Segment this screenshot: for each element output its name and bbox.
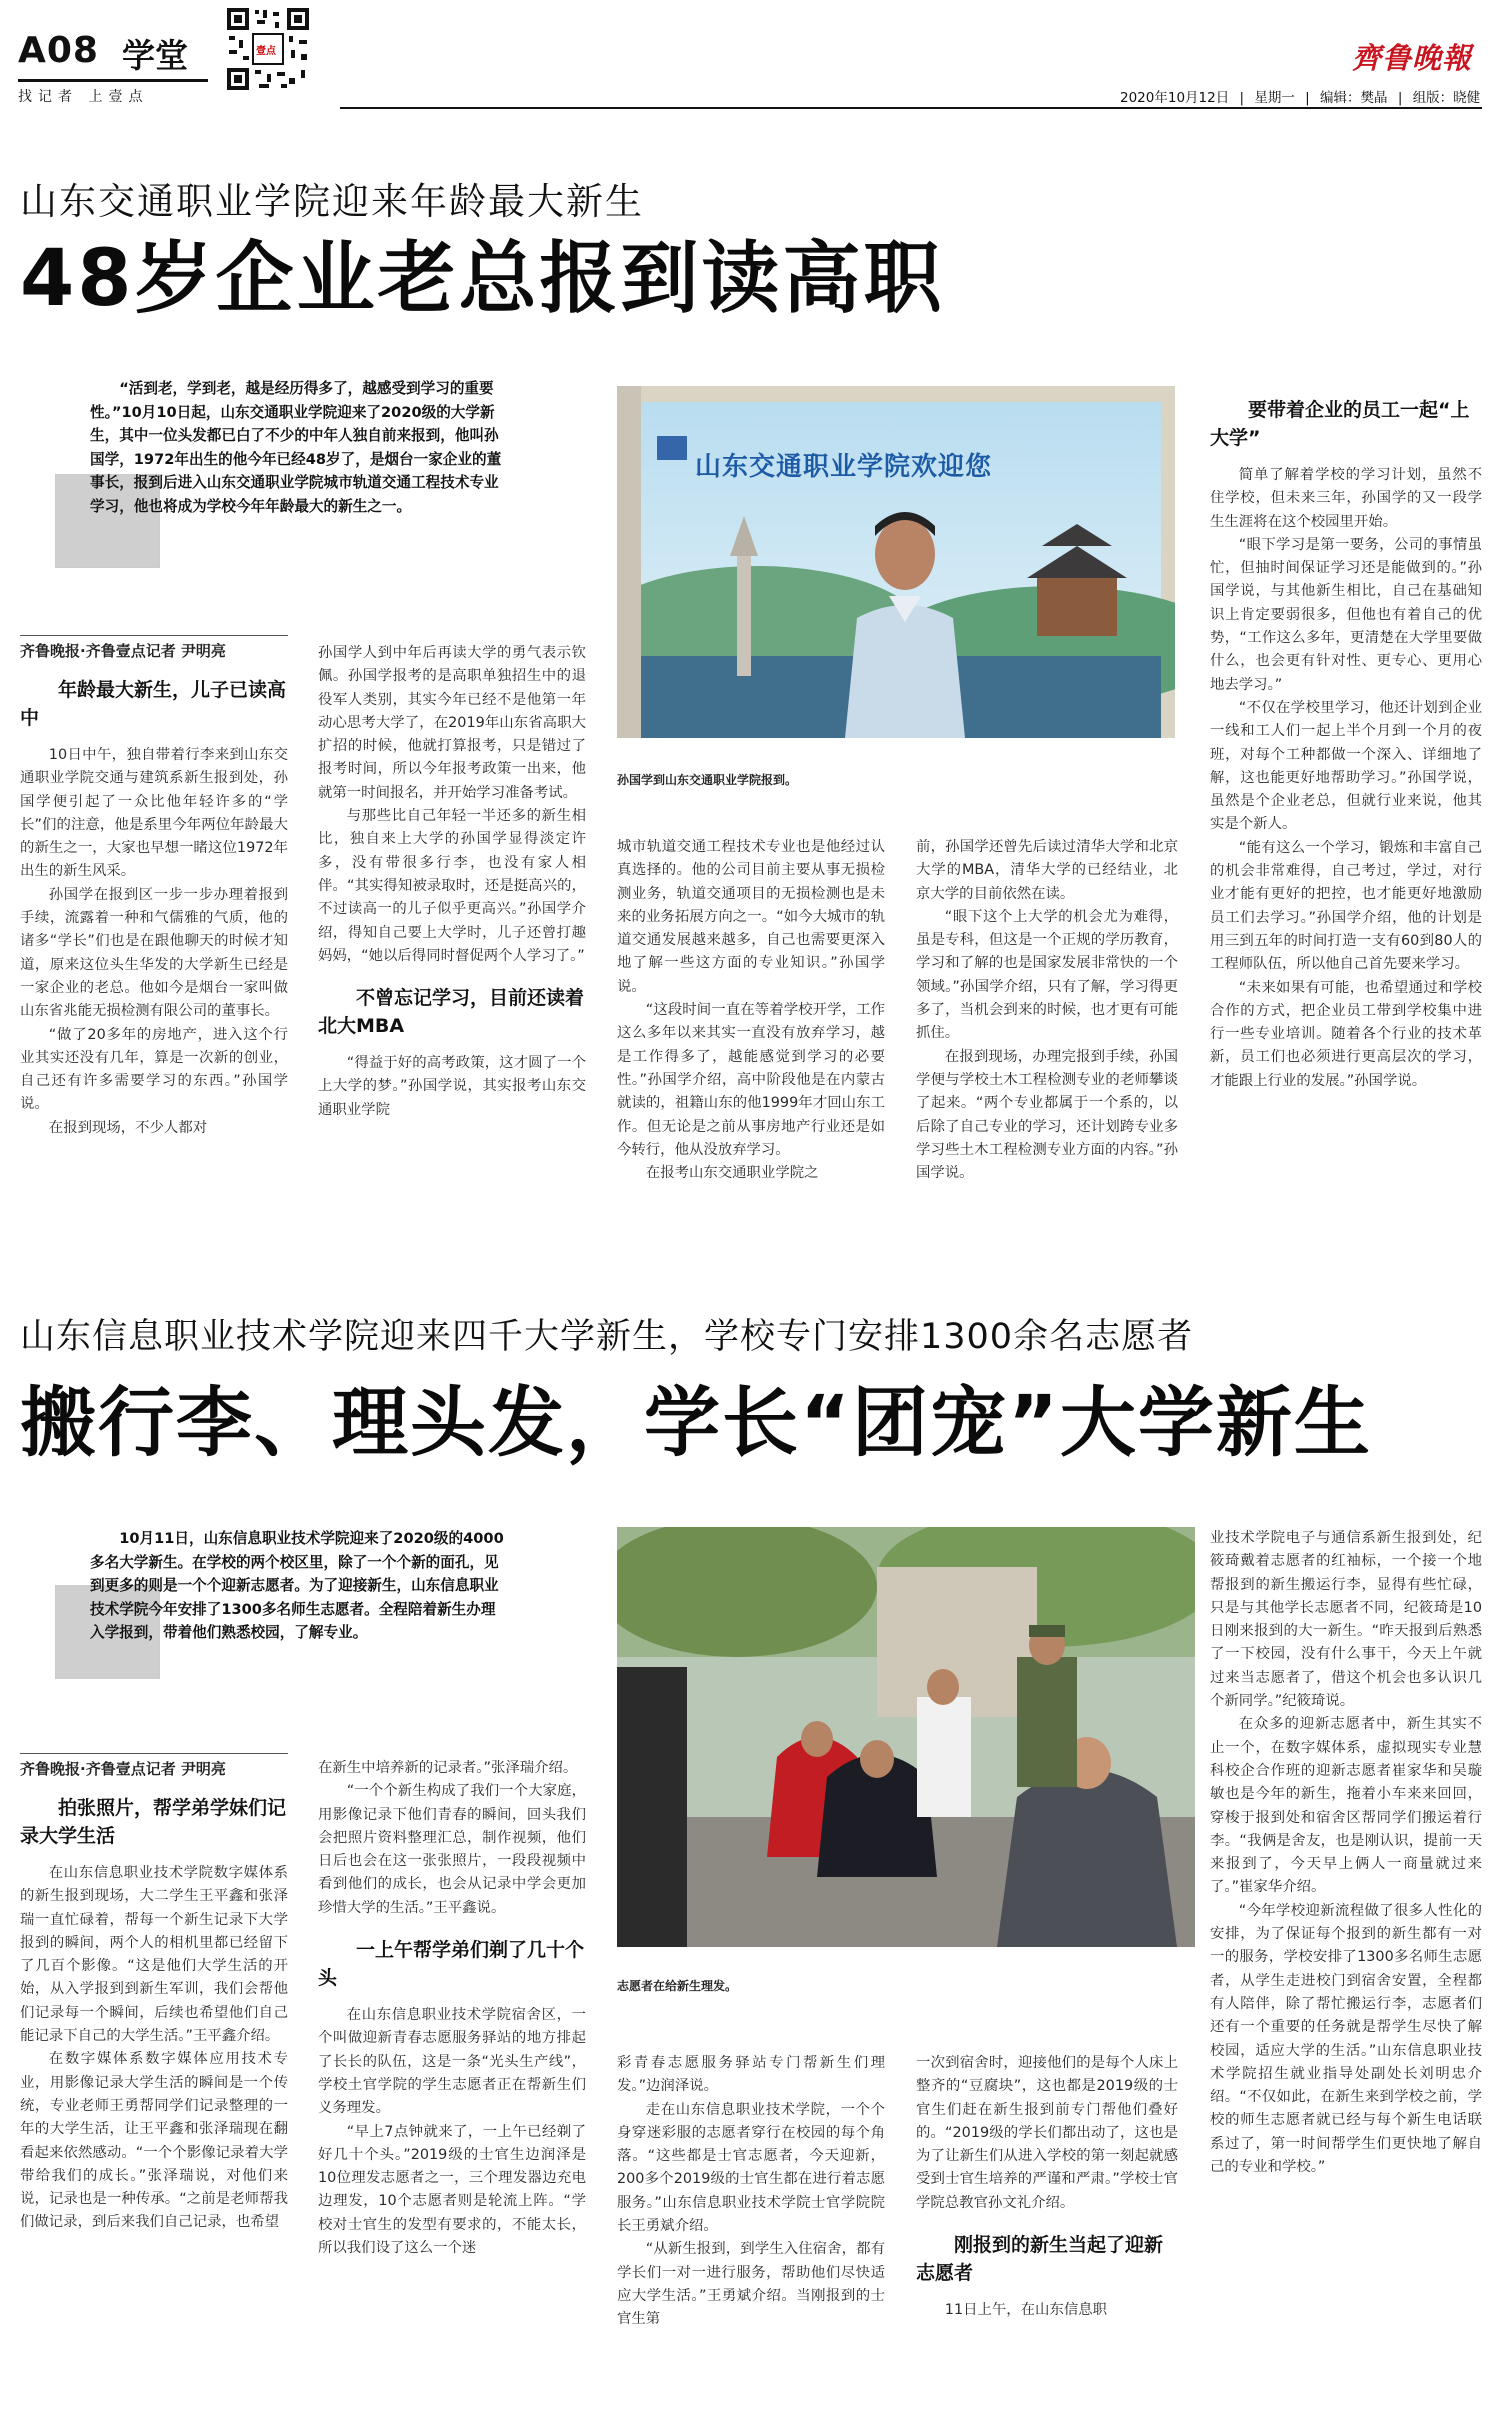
paragraph: 业技术学院电子与通信系新生报到处，纪筱琦戴着志愿者的红袖标，一个接一个地帮报到的新生搬运行李，显得有些忙碌，只是与其他学长志愿者不同，纪筱琦是10日刚来报到的大一新生。“昨天报到后熟悉了一下校园，没有什么事干，今天上午就过来当志愿者了，借这个机会也多认识几个新同学。”纪筱琦说。 [1210,1530,1482,1710]
page-number: A08 [18,30,99,71]
article2-subhead-3: 刚报到的新生当起了迎新志愿者 [916,2234,1164,2285]
paragraph: 在报考山东交通职业学院之 [645,1165,819,1182]
paragraph: “眼下这个上大学的机会尤为难得，虽是专科，但这是一个正规的学历教育，学习和了解的也是国家发展非常快的一个领域。”孙国学介绍，只有了解，学习得更多了，当机会到来的时候，也才更有可能抓住。 [916,908,1178,1042]
article1-kicker: 山东交通职业学院迎来年龄最大新生 [20,180,644,223]
paragraph: 在数字媒体系数字媒体应用技术专业，用影像记录大学生活的瞬间是一个传统，专业老师王勇帮同学们记录整理的一年的大学生活，让王平鑫和张泽瑞现在翻看起来依然感动。“一个个影像记录着大学带给我们的成长。”张泽瑞说，对他们来说，记录也是一种传承。“之前是老师帮我们做记录，到后来我们自己记录，也希望 [20,2051,288,2231]
masthead-rule [340,107,1482,109]
paragraph: “眼下学习是第一要务，公司的事情虽忙，但抽时间保证学习还是能做到的。”孙国学说，与其他新生相比，自己在基础知识上肯定要弱很多，但他也有着自己的优势，“工作这么多年，更清楚在大学里要做什么，也会更有针对性、更专心、更用心地去学习。” [1210,536,1482,693]
paragraph: “得益于好的高考政策，这才圆了一个上大学的梦。”孙国学说，其实报考山东交通职业学院 [318,1055,586,1118]
date-line: 2020年10月12日 | 星期一 | 编辑：樊晶 | 组版：晓健 [1120,90,1481,106]
paragraph: “未来如果有可能，也希望通过和学校合作的方式，把企业员工带到学校集中进行一些专业培训。随着各个行业的技术革新，员工们也必须进行更高层次的学习，才能跟上行业的发展。”孙国学说。 [1210,979,1482,1089]
article2-column-5 [1210,1527,1482,2179]
paragraph: “做了20多年的房地产，进入这个行业其实还没有几年，算是一次新的创业，自己还有许多需要学习的东西。”孙国学说。 [20,1026,288,1113]
paragraph: 走在山东信息职业技术学院，一个个身穿迷彩服的志愿者穿行在校园的每个角落。“这些都是士官志愿者，今天迎新，200多个2019级的士官生都在进行着志愿服务。”山东信息职业技术学院士官学院院长王勇斌介绍。 [617,2101,885,2235]
masthead-slogan: 找记者 上壹点 [18,89,149,105]
paragraph: 在山东信息职业技术学院数字媒体系的新生报到现场，大二学生王平鑫和张泽瑞一直忙碌着，帮每一个新生记录下大学报到的瞬间，两个人的相机里都已经留下了几百个影像。“这是他们大学生活的开始，从入学报到到新生军训，我们会帮他们记录每一个瞬间，后续也希望他们自己能记录下自己的大学生活。”王平鑫介绍。 [20,1865,288,2045]
article2-column-4 [916,2052,1178,2322]
article2-photo [617,1527,1195,1947]
article1-subhead-3: 要带着企业的员工一起“上大学” [1210,399,1470,449]
issue-date: 2020年10月12日 [1120,90,1230,106]
article2-title: 搬行李、理头发，学长“团宠”大学新生 [20,1378,1372,1467]
article2-column-1 [20,1784,288,2235]
paragraph: 孙国学人到中年后再读大学的勇气表示钦佩。孙国学报考的是高职单独招生中的退役军人类别，其实今年已经不是他第一年动心思考大学了，在2019年山东省高职大扩招的时候，他就打算报考，只是错过了报考时间，所以今年报考政策一出来，他就第一时间报名，并开始学习准备考试。 [318,645,586,801]
paragraph: 在报到现场，不少人都对 [48,1119,208,1136]
paragraph: “早上7点钟就来了，一上午已经剃了好几十个头。”2019级的士官生边润泽是10位理发志愿者之一，三个理发器边充电边理发，10个志愿者则是轮流上阵。“学校对士官生的发型有要求的，不能太长，所以我们设了这么一个迷 [318,2123,586,2257]
paragraph: 10日中午，独自带着行李来到山东交通职业学院交通与建筑系新生报到处，孙国学便引起了一众比他年轻许多的“学长”们的注意，他是系里今年两位年龄最大的新生之一，大家也早想一睹这位1972年出生的新生风采。 [20,747,288,880]
article2-caption: 志愿者在给新生理发。 [617,1979,738,1993]
brand-logo: 齊鲁晚報 [1352,41,1473,75]
article1-byline: 齐鲁晚报·齐鲁壹点记者 尹明亮 [20,635,288,666]
article2-column-3 [617,2052,885,2332]
paragraph: “能有这么一个学习，锻炼和丰富自己的机会非常难得，自己考过，学过，对行业才能有更好的把控，也才能更好地激励员工们去学习。”孙国学介绍，他的计划是用三到五年的时间打造一支有60到80人的工程师队伍，所以他自己首先要来学习。 [1210,839,1482,973]
masthead [0,0,1500,112]
paragraph: 在山东信息职业技术学院宿舍区，一个叫做迎新青春志愿服务驿站的地方排起了长长的队伍，这是一条“光头生产线”，学校土官学院的学生志愿者正在帮新生们义务理发。 [318,2007,586,2117]
article1-lead: “活到老，学到老，越是经历得多了，越感受到学习的重要性。”10月10日起，山东交通职业学院迎来了2020级的大学新生，其中一位头发都已白了不少的中年人独自前来报到，他叫孙国学，1972年出生的他今年已经48岁了，是烟台一家企业的董事长，报到后进入山东交通职业学院城市轨道交通工程技术专业学习，他也将成为学校今年年龄最大的新生之一。 [90,380,502,515]
paragraph: 在报到现场，办理完报到手续，孙国学便与学校土木工程检测专业的老师攀谈了起来。“两个专业都属于一个系的，以后除了自己专业的学习，还计划跨专业多学习些土木工程检测专业方面的内容。”孙国学说。 [916,1048,1178,1182]
paragraph: 孙国学在报到区一步一步办理着报到手续，流露着一种和气儒雅的气质，他的诸多“学长”们也是在跟他聊天的时候才知道，原来这位头生华发的大学新生已经是一家企业的老总。他如今是烟台一家叫做山东省兆能无损检测有限公司的董事长。 [20,886,288,1020]
paragraph: 简单了解着学校的学习计划，虽然不住学校，但未来三年，孙国学的又一段学生生涯将在这个校园里开始。 [1210,467,1482,530]
paragraph: 前，孙国学还曾先后读过清华大学和北京大学的MBA，清华大学的已经结业，北京大学的目前依然在读。 [916,839,1178,902]
paragraph: 一次到宿舍时，迎接他们的是每个人床上整齐的“豆腐块”，这也都是2019级的士官生们赶在新生报到前专门帮他们叠好的。“2019级的学长们都出动了，这也是为了让新生们从进入学校的第一刻起就感受到士官生培养的严谨和严肃。”学校士官学院总教官孙文礼介绍。 [916,2055,1178,2211]
section-name: 学堂 [122,36,188,75]
article1-caption: 孙国学到山东交通职业学院报到。 [617,773,798,787]
article1-column-2 [318,642,586,1122]
paragraph: “这段时间一直在等着学校开学，工作这么多年以来其实一直没有放弃学习，越是工作得多了，越能感觉到学习的必要性。”孙国学介绍，高中阶段他是在内蒙古就读的，祖籍山东的他1999年才回山东工作。但无论是之前从事房地产行业还是如今转行，他从没放弃学习。 [617,1002,885,1158]
article2-lead: 10月11日，山东信息职业技术学院迎来了2020级的4000多名大学新生。在学校的两个校区里，除了一个个新的面孔，见到更多的则是一个个迎新志愿者。为了迎接新生，山东信息职业技术学院今年安排了1300多名师生志愿者。全程陪着新生办理入学报到，带着他们熟悉校园，了解专业。 [90,1530,504,1641]
paragraph: “不仅在学校里学习，他还计划到企业一线和工人们一起上半个月到一个月的夜班，对每个工种都做一个深入、详细地了解，这也能更好地帮助学习。”孙国学说，虽然是个企业老总，但就行业来说，他其实是个新人。 [1210,699,1482,833]
paragraph: “一个个新生构成了我们一个大家庭，用影像记录下他们青春的瞬间，回头我们会把照片资料整理汇总，制作视频，他们日后也会在这一张张照片，一段段视频中看到他们的成长，也会从记录中学会更加珍惜大学的生活。”王平鑫说。 [318,1783,586,1916]
article1-subhead-1: 年龄最大新生，儿子已读高中 [20,679,287,729]
paragraph: 城市轨道交通工程技术专业也是他经过认真选择的。他的公司目前主要从事无损检测业务，轨道交通项目的无损检测也是未来的业务拓展方向之一。“如今大城市的轨道交通发展越来越多，自己也需要更深入地了解一些这方面的专业知识。”孙国学说。 [617,839,885,995]
layout-credit: 组版：晓健 [1412,90,1481,106]
paragraph: “今年学校迎新流程做了很多人性化的安排，为了保证每个报到的新生都有一对一的服务，学校安排了1300多名师生志愿者，从学生走进校门到宿舍安置，全程都有人陪伴，除了帮忙搬运行李，志愿者们还有一个重要的任务就是帮学生尽快了解校园，适应大学的生活。”山东信息职业技术学院招生就业指导处副处长刘明忠介绍。“不仅如此，在新生来到学校之前，学校的师生志愿者就已经与每个新生电话联系过了，第一时间帮学生们更快地了解自己的专业和学校。” [1210,1902,1482,2176]
article1-column-5 [1210,396,1482,1093]
article1-title: 48岁企业老总报到读高职 [20,234,945,324]
editor-credit: 编辑：樊晶 [1320,90,1388,106]
article1-column-1 [20,666,288,1140]
issue-weekday: 星期一 [1254,90,1295,106]
masthead-divider [18,79,208,82]
photo-sign: 山东交通职业学院欢迎您 [695,452,993,482]
paragraph: 与那些比自己年轻一半还多的新生相比，独自来上大学的孙国学显得淡定许多，没有带很多行李，也没有家人相伴。“其实得知被录取时，还是挺高兴的，不过读高一的儿子似乎更高兴。”孙国学介绍，得知自己要上大学时，儿子还曾打趣妈妈，“她以后得同时督促两个人学习了。” [318,808,586,964]
article2-subhead-2: 一上午帮学弟们剃了几十个头 [318,1939,585,1990]
qr-label: 壹点 [256,46,276,57]
article2-kicker: 山东信息职业技术学院迎来四千大学新生，学校专门安排1300余名志愿者 [20,1317,1194,1357]
article1-column-3 [617,836,885,1185]
article1-column-4 [916,836,1178,1185]
article1-subhead-2: 不曾忘记学习，目前还读着北大MBA [318,987,585,1038]
article1-photo [617,386,1175,738]
qr-code[interactable] [225,6,311,92]
paragraph: “从新生报到，到学生入住宿舍，都有学长们一对一进行服务，帮助他们尽快适应大学生活。”王勇斌介绍。当刚报到的士官生第 [617,2241,885,2328]
article2-column-2 [318,1757,586,2260]
paragraph: 在众多的迎新志愿者中，新生其实不止一个，在数字媒体系，虚拟现实专业慧科校企合作班的迎新志愿者崔家华和吴璇敏也是今年的新生，拖着小车来来回回，穿梭于报到处和宿舍区帮同学们搬运着行李。“我俩是舍友，也是刚认识，提前一天来报到了，今天早上俩人一商量就过来了。”崔家华介绍。 [1210,1716,1482,1896]
article2-byline: 齐鲁晚报·齐鲁壹点记者 尹明亮 [20,1753,288,1784]
article2-subhead-1: 拍张照片，帮学弟学妹们记录大学生活 [20,1797,287,1847]
paragraph: 彩青春志愿服务驿站专门帮新生们理发。”边润泽说。 [617,2055,885,2095]
paragraph: 在新生中培养新的记录者。”张泽瑞介绍。 [318,1760,578,1776]
paragraph: 11日上午，在山东信息职 [944,2302,1108,2319]
